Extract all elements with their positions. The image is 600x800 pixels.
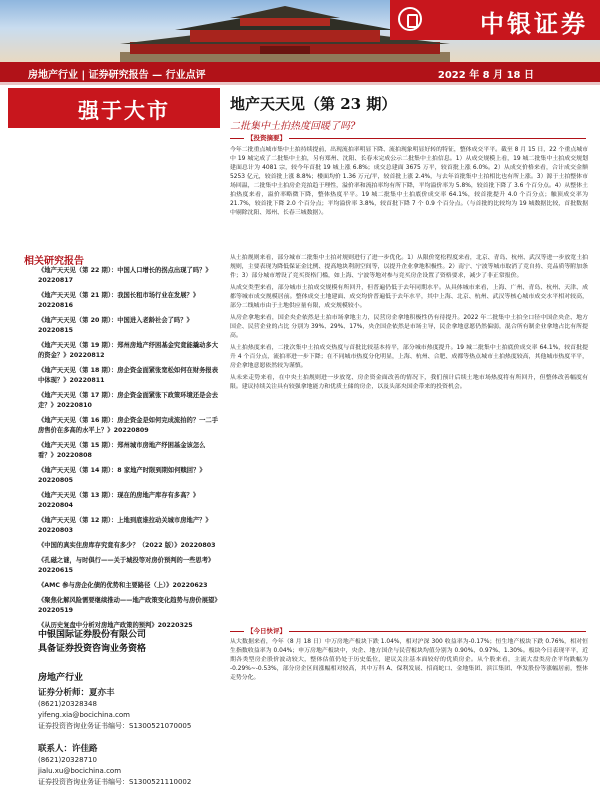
analysis-paragraph: 从成交类型来看，部分城市土拍成交规模有所回升，但普遍仍低于去年同期水平。从具体城市来看，上海、广州、青岛、杭州、天津、成都等城市成交规模居前。整体成交土地建面、成交均价普遍低于去年水平，其中上海、北京、杭州、武汉等核心城市成交水平相对较高，部分二线城市由于土地供应量有限，成交规模较小。 <box>230 285 588 309</box>
company-qualification: 具备证券投资咨询业务资格 <box>38 644 147 654</box>
industry-label: 房地产行业 <box>38 673 84 683</box>
divider <box>0 82 600 85</box>
related-report-item[interactable]: 《地产天天见（第 12 期）：上地到底谁拉动关城市房地产？》20220803 <box>38 517 212 534</box>
analyst-phone: (8621)20328348 <box>38 700 97 708</box>
related-reports-title: 相关研究报告 <box>24 256 84 267</box>
related-report-item[interactable]: 《地产天天见（第 14 期）：8 家地产时限到期如何赎回？》20220805 <box>38 467 206 484</box>
related-report-item[interactable]: 《地产天天见（第 22 期）：中国人口增长的拐点出现了吗？》20220817 <box>38 267 212 284</box>
related-report-item[interactable]: 《地产天天见（第 20 期）：中国进入老龄社会了吗？》20220815 <box>38 317 193 334</box>
analyst-card <box>38 744 228 788</box>
report-category: 房地产行业 | 证券研究报告 — 行业点评 <box>28 70 206 81</box>
summary-text: 今年二批重点城市集中土拍持续提前，出现流拍率明显下降、流拍现象明显好转的特征，整体成交平平。截至 8 月 15 日，22 个重点城市中 19 城完成了二批集中土拍，另有郑州、沈阳、长春未完成公示二批集中土拍信息。1）从成交规模上看，19 城二批集中土拍成交规划建面总计为 4081 宗，较今年首批 19 城上涨 6.8%；成交总建面 3675 万平，较首批上涨 6.0%。2）从成交价格来看，合计成交金额 5253 亿元，较首批上涨 8.8%；楼面均价 1.36 万元/平，较首批上涨 2.4%，与去年首批集中土拍相比也有所上涨。3）源于土拍整体市场回温，二批集中土拍房企竞拍趋于理性，溢价率和流拍率均有所下降，平均溢价率为 5.8%，较首批下降了 3.6 个百分点。4）从整体土拍热度来看，溢价率略微下降，整体热度平平。19 城二批集中土拍底价成交率 64.1%，较首批提升 4.0 个百分点；触顶成交率为 21.7%，较首批下降 2.0 个百分点；平均溢价率 3.8%，较首批下降 7 个 0.9 个百分点。（与首批的比较均为 19 城数据比较，首批数据中剔除沈阳、郑州、长春三城数据）。 <box>230 147 588 216</box>
related-report-item[interactable]: 《从历史复盘中分析对房地产政策的预判》20220325 <box>38 622 193 629</box>
related-report-item[interactable]: 《地产天天见（第 21 期）：我国长租市场行业在发展？》20220816 <box>38 292 200 309</box>
analyst-card <box>38 688 228 732</box>
analyst-cert: 证券投资咨询业务证书编号：S1300521110002 <box>38 778 192 786</box>
related-report-item[interactable]: 《地产天天见（第 15 期）：郑州城市房地产纾困基金该怎么看？》20220808 <box>38 442 206 459</box>
daily-text: 从大数据来看，今年（8 月 18 日）中万房地产板块下跌 1.04%，相对沪深 300 收益率为-0.17%；恒生地产板块下跌 0.76%，相对恒生指数收益率为 0.04%；申万房地产板块中，央企、地方国企与民营板块均值分别为 0.90%、0.97%、1.30%。板块今日表现平平，近期各类型房企股价波动较大，整体估值仍处于历史低位，建议关注基本面较好的优质房企。从个股来看，主流大盘类房企平均跌幅为 -0.29%~-0.53%，部分房企区间涨幅相对较高，其中万科 A、保利发展、招商蛇口、金地集团、滨江集团、华发股份等涨幅居前，整体走势分化。 <box>230 639 588 681</box>
report-title: 地产天天见（第 23 期） <box>230 95 397 113</box>
related-report-item[interactable]: 《地产天天见（第 18 期）：房企资金面紧张宽松如何在财务报表中体现？》20220811 <box>38 367 219 384</box>
daily-paragraph <box>230 638 588 798</box>
rating-text: 强于大市 <box>78 98 170 123</box>
related-report-item[interactable]: 《AMC 参与房企化债的优势和主要路径（上）》20220623 <box>38 582 208 589</box>
related-report-item[interactable]: 《地产天天见（第 17 期）：房企资金面紧张下政策环境还是会去走？》20220810 <box>38 392 219 409</box>
analyst-email: yifeng.xia@bocichina.com <box>38 711 130 719</box>
analysis-paragraph: 从土拍热度来看，二批次集中土拍成交热度与首批比较基本持平，部分城市热度提升。19 城二批集中土拍底价成交率 64.1%，较首批提升 4 个百分点，流拍率进一步下降；在不同城市热度分化明显，上海、杭州、合肥、成都等热点城市土拍热度较高，其他城市热度平平，房企拿地意愿依然较为谨慎。 <box>230 345 588 369</box>
analyst-name: 证券分析师：夏亦丰 <box>38 688 115 698</box>
related-report-item[interactable]: 《地产天天见（第 16 期）：房企资金是如何完成流拍的？一二手房售价在多高的水平上？》20220809 <box>38 417 219 434</box>
analysis-paragraph: 从未来走势来看，在中央土拍规则进一步放宽、房企资金面改善的情况下，我们预计后续土地市场热度将有所回升，但整体改善幅度有限。建议持续关注具有较强拿地能力和优质土储的房企，以及头部央国企带来的投资机会。 <box>230 375 588 390</box>
related-report-item[interactable]: 《中国的真实住房库存究竟有多少？（2022 版）》20220803 <box>38 542 216 549</box>
analysis-body <box>230 254 588 628</box>
analysis-paragraph: 从房企拿地来看，国企央企依然是土拍市场拿地主力，民营房企拿地积极性仍有待提升。2022 年二批集中土拍全口径中国企央企、地方国企、民营企业的占比 分别为 39%、29%、17%，央企国企依然是市场主导，民企拿地意愿仍然偏弱，混合所有制企业拿地占比有所提高。 <box>230 315 588 339</box>
daily-tag: 【今日快评】 <box>244 626 289 636</box>
analyst-phone: (8621)20328710 <box>38 756 97 764</box>
bank-logo-icon <box>398 7 422 31</box>
related-report-item[interactable]: 《聚焦化解风险需要继续推动——地产政策变化趋势与房价展望》20220519 <box>38 597 218 614</box>
related-reports-list <box>38 266 218 636</box>
summary-paragraph <box>230 146 588 248</box>
report-subtitle: 二批集中土拍热度回暖了吗? <box>230 121 356 132</box>
analyst-name: 联系人：许佳路 <box>38 744 98 754</box>
analysis-paragraph: 从土拍规则来看，部分城市二批集中土拍对规则进行了进一步优化。1）从限价宽松程度来看，北京、青岛、杭州、武汉等进一步放宽土拍规则，主要表现为降低保证金比例、提高地块利润空间等，以提升企业拿地积极性。2）南宁、宁波等城市取消了竞自持、竞品质等附加条件；3）部分城市增设了竞买资格门槛，如上海、宁波等地对参与竞买房企设置了资格要求，减少了非正常报价。 <box>230 255 588 279</box>
company-block <box>38 628 218 656</box>
summary-tag: 【投资摘要】 <box>244 133 289 143</box>
related-report-item[interactable]: 《地产天天见（第 13 期）：现在的房地产库存有多高？》20220804 <box>38 492 200 509</box>
related-report-item[interactable]: 《孔磁之谜，与时俱行——关于城投等对房价预判的一些思考》20220615 <box>38 557 215 574</box>
related-report-item[interactable]: 《地产天天见（第 19 期）：郑州房地产纾困基金究竟能撬动多大的资金？》20220812 <box>38 342 219 359</box>
logo-text: 中银证券 <box>480 9 588 38</box>
company-name: 中银国际证券股份有限公司 <box>38 630 147 640</box>
analyst-cert: 证券投资咨询业务证书编号：S1300521070005 <box>38 722 192 730</box>
rating-badge <box>8 88 220 128</box>
report-date: 2022 年 8 月 18 日 <box>437 70 534 81</box>
brand-logo <box>390 0 600 40</box>
header-banner <box>0 0 600 62</box>
analyst-email: jialu.xu@bocichina.com <box>38 767 122 775</box>
report-info-bar <box>0 62 600 82</box>
